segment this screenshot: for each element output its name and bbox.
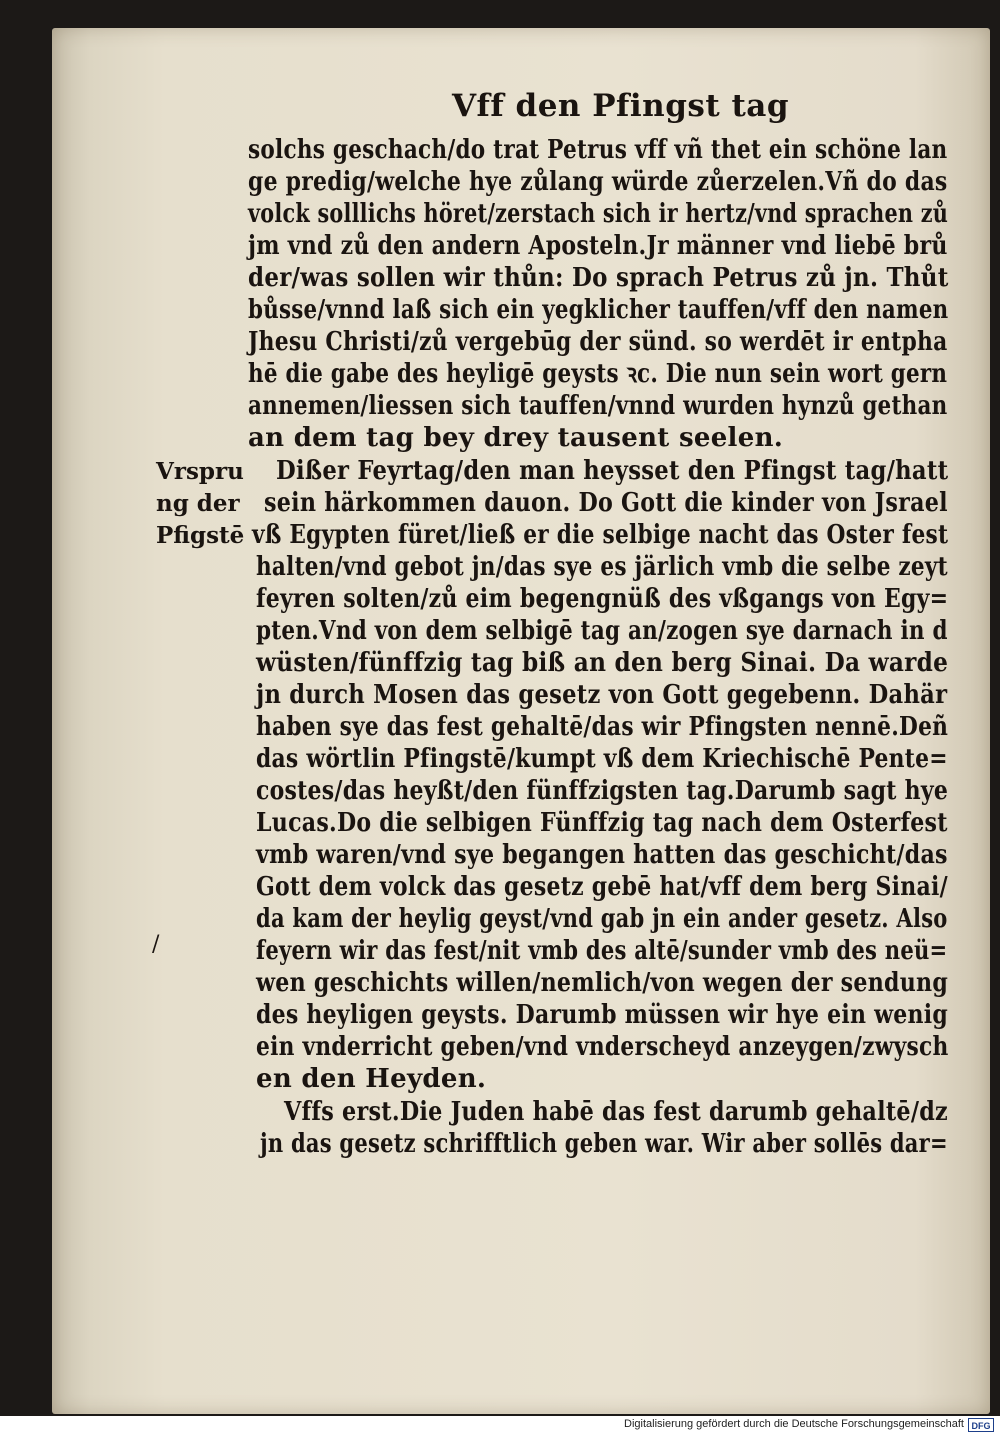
text-line: der/was sollen wir thůn: Do sprach Petrus zů jn. Thůt bbox=[248, 263, 949, 293]
dfg-logo: DFG bbox=[968, 1418, 994, 1432]
text-line: Vffs erst.Die Juden habē das fest darumb gehaltē/dz bbox=[284, 1097, 948, 1127]
text-line: bůsse/vnnd laß sich ein yegklicher tauffen/vff den namen bbox=[248, 295, 949, 325]
text-line: Gott dem volck das gesetz gebē hat/vff dem berg Sinai/ bbox=[256, 872, 948, 902]
side-note-line: Pfigstē bbox=[156, 522, 245, 549]
text-line: jn das gesetz schrifftlich geben war. Wir aber sollēs dar= bbox=[260, 1129, 948, 1159]
text-line: vß Egypten füret/ließ er die selbige nacht das Oster fest bbox=[252, 520, 949, 550]
running-header: Vff den Pfingst tag bbox=[452, 88, 790, 124]
text-line: jm vnd zů den andern Aposteln.Jr männer vnd liebē brů bbox=[248, 231, 948, 261]
text-line: wen geschichts willen/nemlich/von wegen der sendung bbox=[256, 968, 949, 998]
text-line: feyren solten/zů eim begengnüß des vßgangs von Egy= bbox=[256, 584, 949, 614]
text-line: jn durch Mosen das gesetz von Gott gegebenn. Dahär bbox=[256, 680, 948, 710]
text-line: hē die gabe des heyligē geysts ꝛc. Die nun sein wort gern bbox=[248, 359, 948, 389]
text-line: vmb waren/vnd sye begangen hatten das geschicht/das bbox=[256, 840, 948, 870]
text-line: volck solllichs höret/zerstach sich ir hertz/vnd sprachen zů bbox=[248, 199, 949, 229]
text-line: en den Heyden. bbox=[256, 1064, 487, 1094]
text-line: pten.Vnd von dem selbigē tag an/zogen sye darnach in d bbox=[256, 616, 948, 646]
text-line: des heyligen geysts. Darumb müssen wir hye ein wenig bbox=[256, 1000, 949, 1030]
text-line: das wörtlin Pfingstē/kumpt vß dem Kriechischē Pente= bbox=[256, 744, 948, 774]
text-line: wüsten/fünffzig tag biß an den berg Sinai. Da warde bbox=[256, 648, 949, 678]
text-line: solchs geschach/do trat Petrus vff vñ thet ein schöne lan bbox=[248, 135, 948, 165]
side-note-line: Vrspru bbox=[156, 458, 244, 485]
text-line: Lucas.Do die selbigen Fünffzig tag nach dem Osterfest bbox=[256, 808, 948, 838]
side-note-line: ng der bbox=[156, 490, 240, 517]
footer-text: Digitalisierung gefördert durch die Deutsche Forschungsgemeinschaft bbox=[624, 1418, 964, 1430]
margin-mark: / bbox=[152, 932, 160, 957]
text-line: halten/vnd gebot jn/das sye es järlich vmb die selbe zeyt bbox=[256, 552, 948, 582]
text-line: da kam der heylig geyst/vnd gab jn ein ander gesetz. Also bbox=[256, 904, 948, 934]
footer-bar bbox=[0, 1416, 1000, 1436]
text-line: Jhesu Christi/zů vergebūg der sünd. so werdēt ir entpha bbox=[248, 327, 948, 357]
text-line: feyern wir das fest/nit vmb des altē/sunder vmb des neü= bbox=[256, 936, 948, 966]
text-line: sein härkommen dauon. Do Gott die kinder von Jsrael bbox=[264, 488, 948, 518]
text-line: costes/das heyßt/den fünffzigsten tag.Darumb sagt hye bbox=[256, 776, 949, 806]
text-line: Dißer Feyrtag/den man heysset den Pfingst tag/hatt bbox=[276, 456, 949, 486]
text-line: annemen/liessen sich tauffen/vnnd wurden hynzů gethan bbox=[248, 391, 948, 421]
text-line: an dem tag bey drey tausent seelen. bbox=[248, 423, 784, 453]
text-line: ein vnderricht geben/vnd vnderscheyd anzeygen/zwysch bbox=[256, 1032, 949, 1062]
text-line: haben sye das fest gehaltē/das wir Pfingsten nennē.Deñ bbox=[256, 712, 949, 742]
text-line: ge predig/welche hye zůlang würde zůerzelen.Vñ do das bbox=[248, 167, 948, 197]
